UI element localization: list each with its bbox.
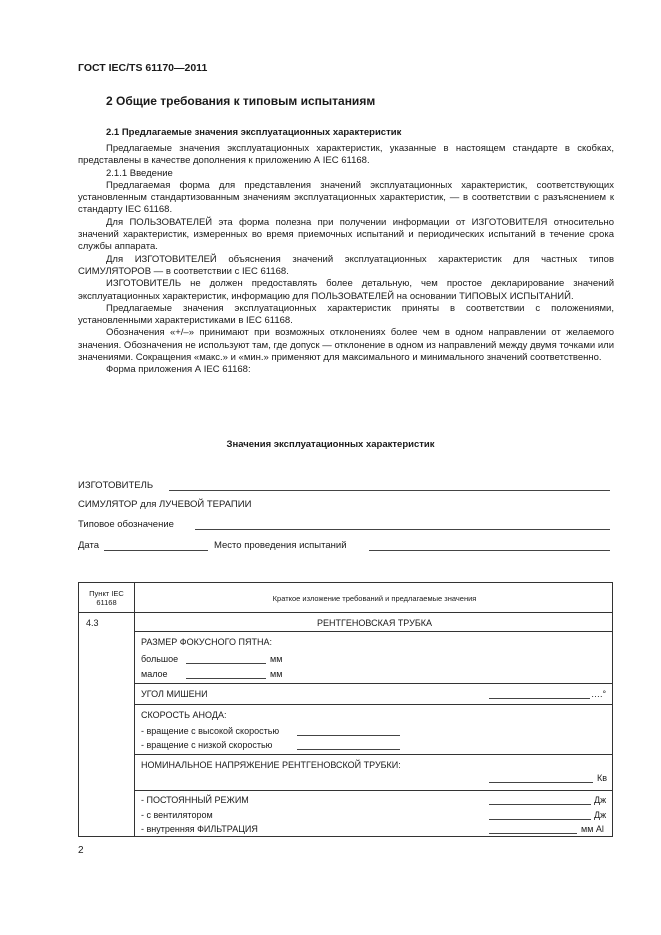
voltage-unit: Кв bbox=[597, 773, 608, 783]
voltage-title: НОМИНАЛЬНОЕ НАПРЯЖЕНИЕ РЕНТГЕНОВСКОЙ ТРУБКИ: bbox=[141, 760, 401, 770]
type-designation-label: Типовое обозначение bbox=[78, 519, 174, 530]
clause-column-header: Пункт IEC 61168 bbox=[89, 589, 124, 607]
continuous-mode-unit: Дж bbox=[594, 795, 607, 805]
paragraph: Предлагаемые значения эксплуатационных характеристик, указанные в настоящем стандарте в скобках, представлены в качестве дополнения к приложению А IEC 61168. bbox=[78, 143, 614, 167]
focal-spot-large-field[interactable] bbox=[186, 663, 266, 664]
target-angle-field[interactable] bbox=[489, 698, 590, 699]
filtration-label: - внутренняя ФИЛЬТРАЦИЯ bbox=[141, 824, 258, 834]
row-divider bbox=[134, 704, 612, 705]
test-location-field[interactable] bbox=[369, 550, 610, 551]
subsection-title: 2.1 Предлагаемые значения эксплуатационных характеристик bbox=[106, 127, 402, 138]
paragraph: Обозначения «+/–» принимают при возможных отклонениях более чем в одном направлении от желаемого значения. Обозначения не используют там, где допуск — отклонение в одном из направлений между двумя точками или значениями. Сокращения «макс.» и «мин.» применяют для максимального и минимального значений соответственно. bbox=[78, 327, 614, 364]
header-divider bbox=[79, 612, 612, 613]
standard-number: ГОСТ IEC/TS 61170—2011 bbox=[78, 62, 208, 74]
voltage-field[interactable] bbox=[489, 782, 593, 783]
row-divider bbox=[134, 631, 612, 632]
requirements-column-header: Краткое изложение требований и предлагаемые значения bbox=[272, 594, 477, 603]
test-location-label: Место проведения испытаний bbox=[214, 540, 347, 551]
form-title: Значения эксплуатационных характеристик bbox=[226, 439, 435, 450]
manufacturer-field[interactable] bbox=[169, 490, 610, 491]
continuous-mode-label: - ПОСТОЯННЫЙ РЕЖИМ bbox=[141, 795, 249, 805]
focal-spot-large-label: большое bbox=[141, 654, 179, 664]
anode-low-speed-label: - вращение с низкой скоростью bbox=[141, 740, 273, 750]
row-divider bbox=[134, 790, 612, 791]
clause-number: 4.3 bbox=[86, 618, 99, 628]
row-divider bbox=[134, 683, 612, 684]
paragraph: Предлагаемые значения эксплуатационных характеристик приняты в соответствии с положениями, установленными характеристиками в IEC 61168. bbox=[78, 302, 614, 327]
paragraph: Предлагаемая форма для представления значений эксплуатационных характеристик, соответствующих установленным стандартизованным значениям эксплуатационных характеристик, — в соответствии с разъяснением к стандарту IEC 61168. bbox=[78, 179, 614, 216]
focal-spot-title: РАЗМЕР ФОКУСНОГО ПЯТНА: bbox=[141, 637, 272, 647]
fan-mode-label: - с вентилятором bbox=[141, 810, 213, 820]
paragraph: Форма приложения А IEC 61168: bbox=[106, 364, 251, 376]
paragraph: Для ИЗГОТОВИТЕЛЕЙ объяснения значений эксплуатационных характеристик для частных типов СИМУЛЯТОРОВ — в соответствии с IEC 61168. bbox=[78, 253, 614, 277]
date-label: Дата bbox=[78, 540, 100, 551]
fan-mode-unit: Дж bbox=[594, 810, 607, 820]
section-title: 2 Общие требования к типовым испытаниям bbox=[106, 94, 376, 108]
anode-low-speed-field[interactable] bbox=[297, 749, 400, 750]
simulator-label: СИМУЛЯТОР для ЛУЧЕВОЙ ТЕРАПИИ bbox=[78, 499, 252, 510]
paragraph-heading: 2.1.1 Введение bbox=[106, 167, 173, 179]
row-divider bbox=[134, 754, 612, 755]
focal-spot-small-field[interactable] bbox=[186, 678, 266, 679]
manufacturer-label: ИЗГОТОВИТЕЛЬ bbox=[78, 480, 154, 491]
xray-tube-title: РЕНТГЕНОВСКАЯ ТРУБКА bbox=[316, 618, 432, 628]
paragraph: ИЗГОТОВИТЕЛЬ не должен предоставлять более детальную, чем простое декларирование значений эксплуатационных характеристик, информацию для ПОЛЬЗОВАТЕЛЕЙ на основании ТИПОВЫХ ИСПЫТАНИЙ. bbox=[78, 278, 614, 302]
type-designation-field[interactable] bbox=[195, 529, 610, 530]
focal-spot-large-unit: мм bbox=[270, 654, 283, 664]
anode-speed-title: СКОРОСТЬ АНОДА: bbox=[141, 710, 227, 720]
continuous-mode-field[interactable] bbox=[489, 804, 591, 805]
characteristics-table bbox=[78, 582, 613, 837]
focal-spot-small-unit: мм bbox=[270, 669, 283, 679]
filtration-field[interactable] bbox=[489, 833, 577, 834]
target-angle-label: УГОЛ МИШЕНИ bbox=[141, 689, 208, 699]
focal-spot-small-label: малое bbox=[141, 669, 168, 679]
fan-mode-field[interactable] bbox=[489, 819, 591, 820]
date-field[interactable] bbox=[104, 550, 208, 551]
body-text bbox=[78, 143, 614, 377]
page-number: 2 bbox=[78, 845, 84, 856]
anode-high-speed-field[interactable] bbox=[297, 735, 400, 736]
anode-high-speed-label: - вращение с высокой скоростью bbox=[141, 726, 280, 736]
target-angle-suffix: ….° bbox=[591, 689, 607, 699]
paragraph: Для ПОЛЬЗОВАТЕЛЕЙ эта форма полезна при получении информации от ИЗГОТОВИТЕЛЯ относительно значений характеристик, измеренных во время приемочных испытаний и периодических испытаний в течение срока службы аппарата. bbox=[78, 216, 614, 253]
filtration-unit: мм Al bbox=[581, 824, 604, 834]
